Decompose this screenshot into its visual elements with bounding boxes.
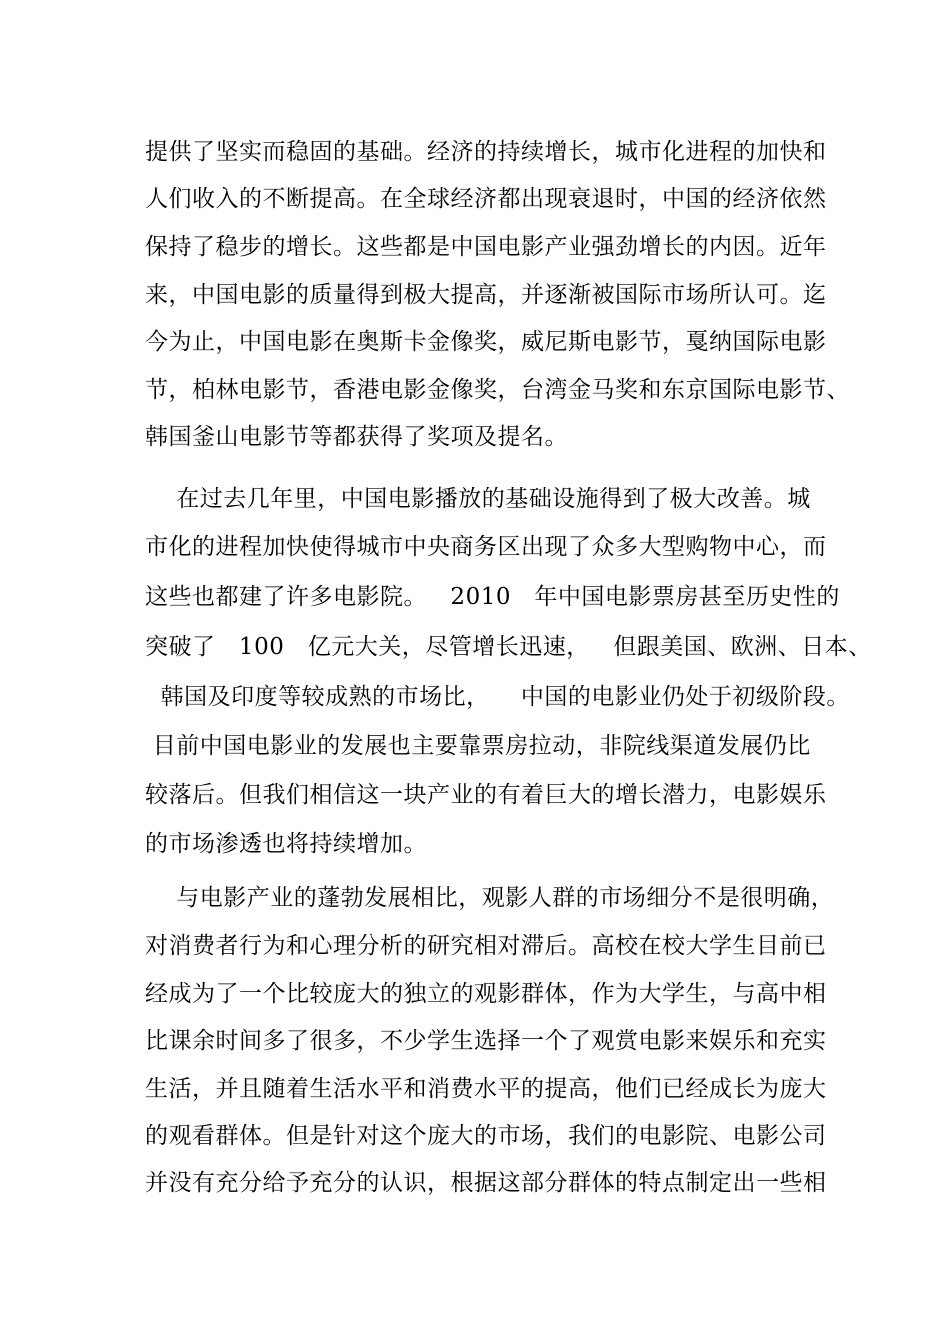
text-line: 的观看群体。但是针对这个庞大的市场，我们的电影院、电影公司 bbox=[145, 1123, 827, 1149]
text-line: 对消费者行为和心理分析的研究相对滞后。高校在校大学生目前已 bbox=[145, 933, 827, 959]
text-line: 来，中国电影的质量得到极大提高，并逐渐被国际市场所认可。迄 bbox=[145, 282, 827, 308]
text-line: 保持了稳步的增长。这些都是中国电影产业强劲增长的内因。近年 bbox=[145, 234, 827, 260]
text-line: 在过去几年里，中国电影播放的基础设施得到了极大改善。城 bbox=[145, 486, 811, 512]
text-line: 与电影产业的蓬勃发展相比，观影人群的市场细分不是很明确， bbox=[145, 885, 835, 911]
text-line: 提供了坚实而稳固的基础。经济的持续增长，城市化进程的加快和 bbox=[145, 139, 827, 165]
text-line: 较落后。但我们相信这一块产业的有着巨大的增长潜力，电影娱乐 bbox=[145, 782, 827, 808]
text-line: 这些也都建了许多电影院。 2010 年中国电影票房甚至历史性的 bbox=[145, 584, 840, 610]
text-line: 并没有充分给予充分的认识，根据这部分群体的特点制定出一些相 bbox=[145, 1170, 827, 1196]
text-line: 突破了 100 亿元大关，尽管增长迅速， 但跟美国、欧洲、日本、 bbox=[145, 634, 872, 660]
text-line: 的市场渗透也将持续增加。 bbox=[145, 831, 427, 857]
text-line: 经成为了一个比较庞大的独立的观影群体，作为大学生，与高中相 bbox=[145, 981, 827, 1007]
text-line: 比课余时间多了很多，不少学生选择一个了观赏电影来娱乐和充实 bbox=[145, 1028, 827, 1054]
text-line: 今为止，中国电影在奥斯卡金像奖，威尼斯电影节，戛纳国际电影 bbox=[145, 329, 827, 355]
text-line: 市化的进程加快使得城市中央商务区出现了众多大型购物中心，而 bbox=[145, 534, 827, 560]
text-line: 韩国及印度等较成熟的市场比， 中国的电影业仍处于初级阶段。 bbox=[145, 684, 850, 710]
text-line: 韩国釜山电影节等都获得了奖项及提名。 bbox=[145, 424, 568, 450]
text-line: 生活，并且随着生活水平和消费水平的提高，他们已经成长为庞大 bbox=[145, 1076, 827, 1102]
text-line: 节，柏林电影节，香港电影金像奖，台湾金马奖和东京国际电影节、 bbox=[145, 377, 850, 403]
text-line: 目前中国电影业的发展也主要靠票房拉动，非院线渠道发展仍比 bbox=[145, 733, 811, 759]
text-line: 人们收入的不断提高。在全球经济都出现衰退时，中国的经济依然 bbox=[145, 186, 827, 212]
